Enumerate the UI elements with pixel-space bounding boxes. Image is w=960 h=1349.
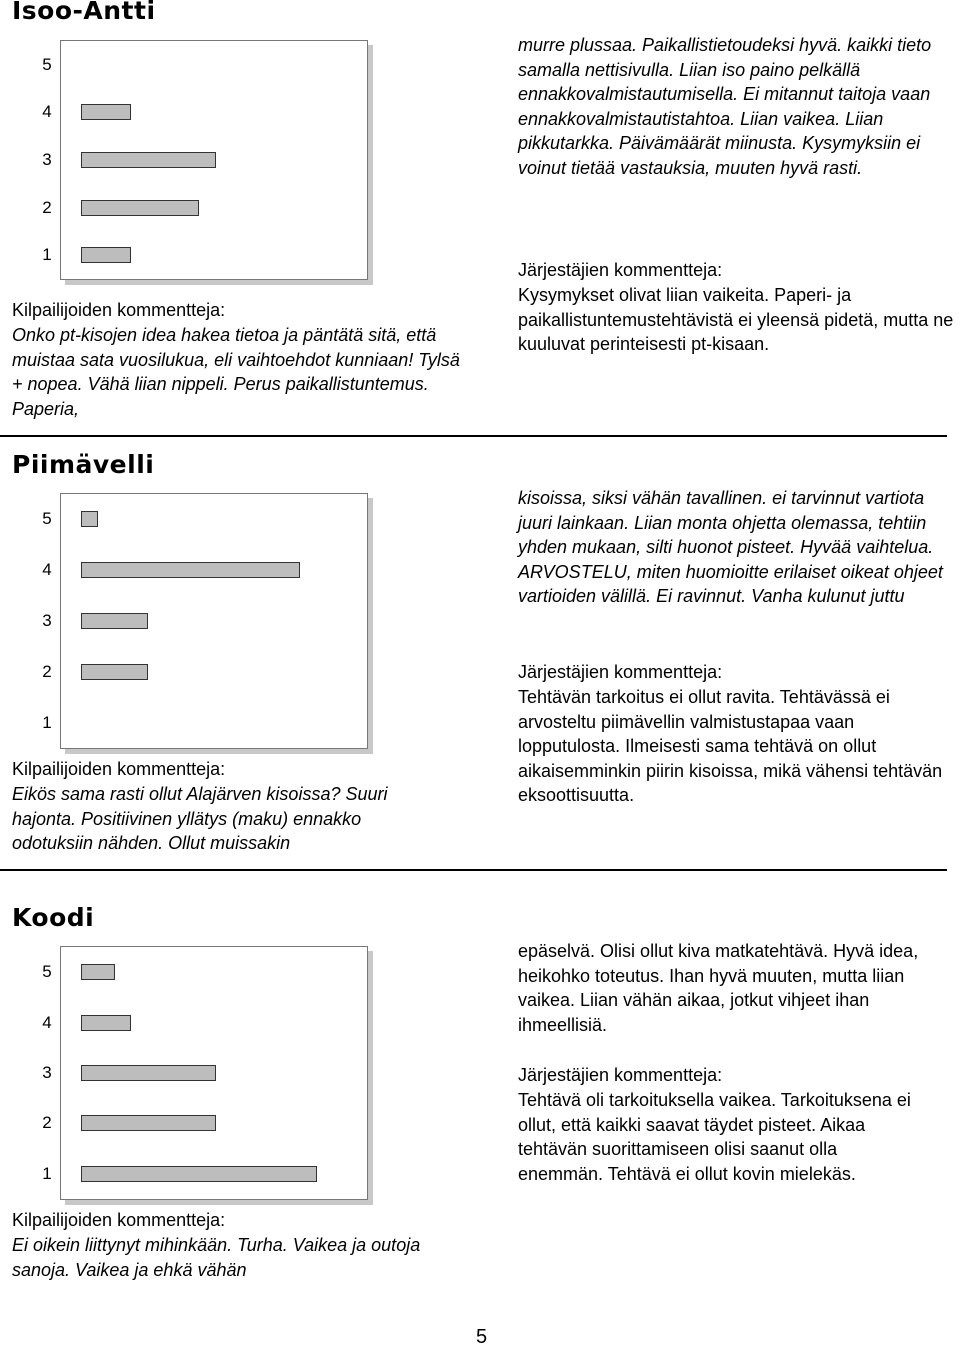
bar <box>81 964 115 980</box>
y-tick-label: 4 <box>42 102 52 122</box>
section-divider <box>0 435 947 437</box>
rating-chart-koodi <box>42 946 368 1200</box>
y-tick-label: 2 <box>42 1113 52 1133</box>
y-tick-label: 3 <box>42 611 52 630</box>
y-tick-label: 3 <box>42 1063 52 1082</box>
bar <box>81 613 148 629</box>
bar <box>81 562 300 578</box>
bar <box>81 200 199 216</box>
competitor-comments-continued: murre plussaa. Paikallistietoudeksi hyvä. kaikki tieto samalla nettisivulla. Liian iso paino pelkällä ennakkovalmistautumisella. Ei mitannut taitoja vaan ennakkovalmistautistahtoa. Liian vaikea. Liian pikkutarkka. Päivämäärät miinusta. Kysymyksiin ei voinut tietää vastauksia, muuten hyvä rasti. <box>518 35 932 178</box>
y-tick-label: 2 <box>42 197 52 217</box>
y-tick-label: 4 <box>42 1012 52 1032</box>
competitor-comments-text: Ei oikein liittynyt mihinkään. Turha. Vaikea ja outoja sanoja. Vaikea ja ehkä vähän <box>12 1235 421 1280</box>
competitor-comments-text: Onko pt-kisojen idea hakea tietoa ja päntätä sitä, että muistaa sata vuosilukua, eli vaihtoehdot kunniaan! Tylsä + nopea. Vähä liian nippeli. Perus paikallistuntemus. Paperia, <box>12 325 460 419</box>
bar <box>81 1166 317 1182</box>
organizer-comments-text: Tehtävä oli tarkoituksella vaikea. Tarkoituksena ei ollut, että kaikki saavat täydet pisteet. Aikaa tehtävän suorittamiseen olisi saanut olla enemmän. Tehtävä ei ollut kovin mielekäs. <box>518 1090 911 1184</box>
bar <box>81 104 131 120</box>
y-tick-label: 5 <box>42 509 52 529</box>
section-title-isoo-antti: Isoo-Antti <box>12 0 156 25</box>
y-tick-label: 1 <box>42 712 52 732</box>
competitor-comments-label: Kilpailijoiden kommentteja: <box>12 759 226 779</box>
y-tick-label: 4 <box>42 560 52 580</box>
organizer-comments-label: Järjestäjien kommentteja: <box>518 1065 723 1085</box>
competitor-comments-text: Eikös sama rasti ollut Alajärven kisoissa? Suuri hajonta. Positiivinen yllätys (maku) ennakko odotuksiin nähden. Ollut muissakin <box>12 784 388 854</box>
bar <box>81 1015 131 1031</box>
bar <box>81 152 216 168</box>
organizer-comments-label: Järjestäjien kommentteja: <box>518 260 723 280</box>
competitor-comments-continued: epäselvä. Olisi ollut kiva matkatehtävä. Hyvä idea, heikohko toteutus. Ihan hyvä muuten, mutta liian vaikea. Liian vähän aikaa, jotkut vihjeet ihan ihmeellisiä. <box>518 941 919 1035</box>
bar <box>81 511 98 527</box>
y-tick-label: 3 <box>42 150 52 169</box>
competitor-comments-label: Kilpailijoiden kommentteja: <box>12 1210 226 1230</box>
y-tick-label: 1 <box>42 1163 52 1183</box>
y-tick-label: 5 <box>42 962 52 982</box>
section-title-piimavelli: Piimävelli <box>12 450 155 479</box>
page-number: 5 <box>476 1326 488 1348</box>
organizer-comments-text: Kysymykset olivat liian vaikeita. Paperi- ja paikallistuntemustehtävistä ei yleensä pidetä, mutta ne kuuluvat perinteisesti pt-kisaan. <box>518 285 954 355</box>
organizer-comments-text: Tehtävän tarkoitus ei ollut ravita. Tehtävässä ei arvosteltu piimävellin valmistustapaa vaan lopputulosta. Ilmeisesti sama tehtävä on ollut aikaisemminkin piirin kisoissa, mikä vähensi tehtävän eksoottisuutta. <box>518 687 943 806</box>
bar <box>81 1115 216 1131</box>
y-tick-label: 2 <box>42 661 52 681</box>
bar <box>81 1065 216 1081</box>
competitor-comments-label: Kilpailijoiden kommentteja: <box>12 300 226 320</box>
section-divider <box>0 869 947 871</box>
rating-chart-piimavelli <box>42 493 368 749</box>
organizer-comments-label: Järjestäjien kommentteja: <box>518 662 723 682</box>
section-title-koodi: Koodi <box>12 903 95 932</box>
bar <box>81 247 131 263</box>
y-tick-label: 1 <box>42 245 52 265</box>
competitor-comments-continued: kisoissa, siksi vähän tavallinen. ei tarvinnut vartiota juuri lainkaan. Liian monta ohjetta olemassa, tehtiin yhden mukaan, silti huonot pisteet. Hyvää vaihtelua. ARVOSTELU, miten huomioitte erilaiset oikeat ohjeet vartioiden välillä. Ei ravinnut. Vanha kulunut juttu <box>518 488 943 607</box>
rating-chart-isoo-antti <box>42 40 368 280</box>
bar <box>81 664 148 680</box>
y-tick-label: 5 <box>42 54 52 74</box>
